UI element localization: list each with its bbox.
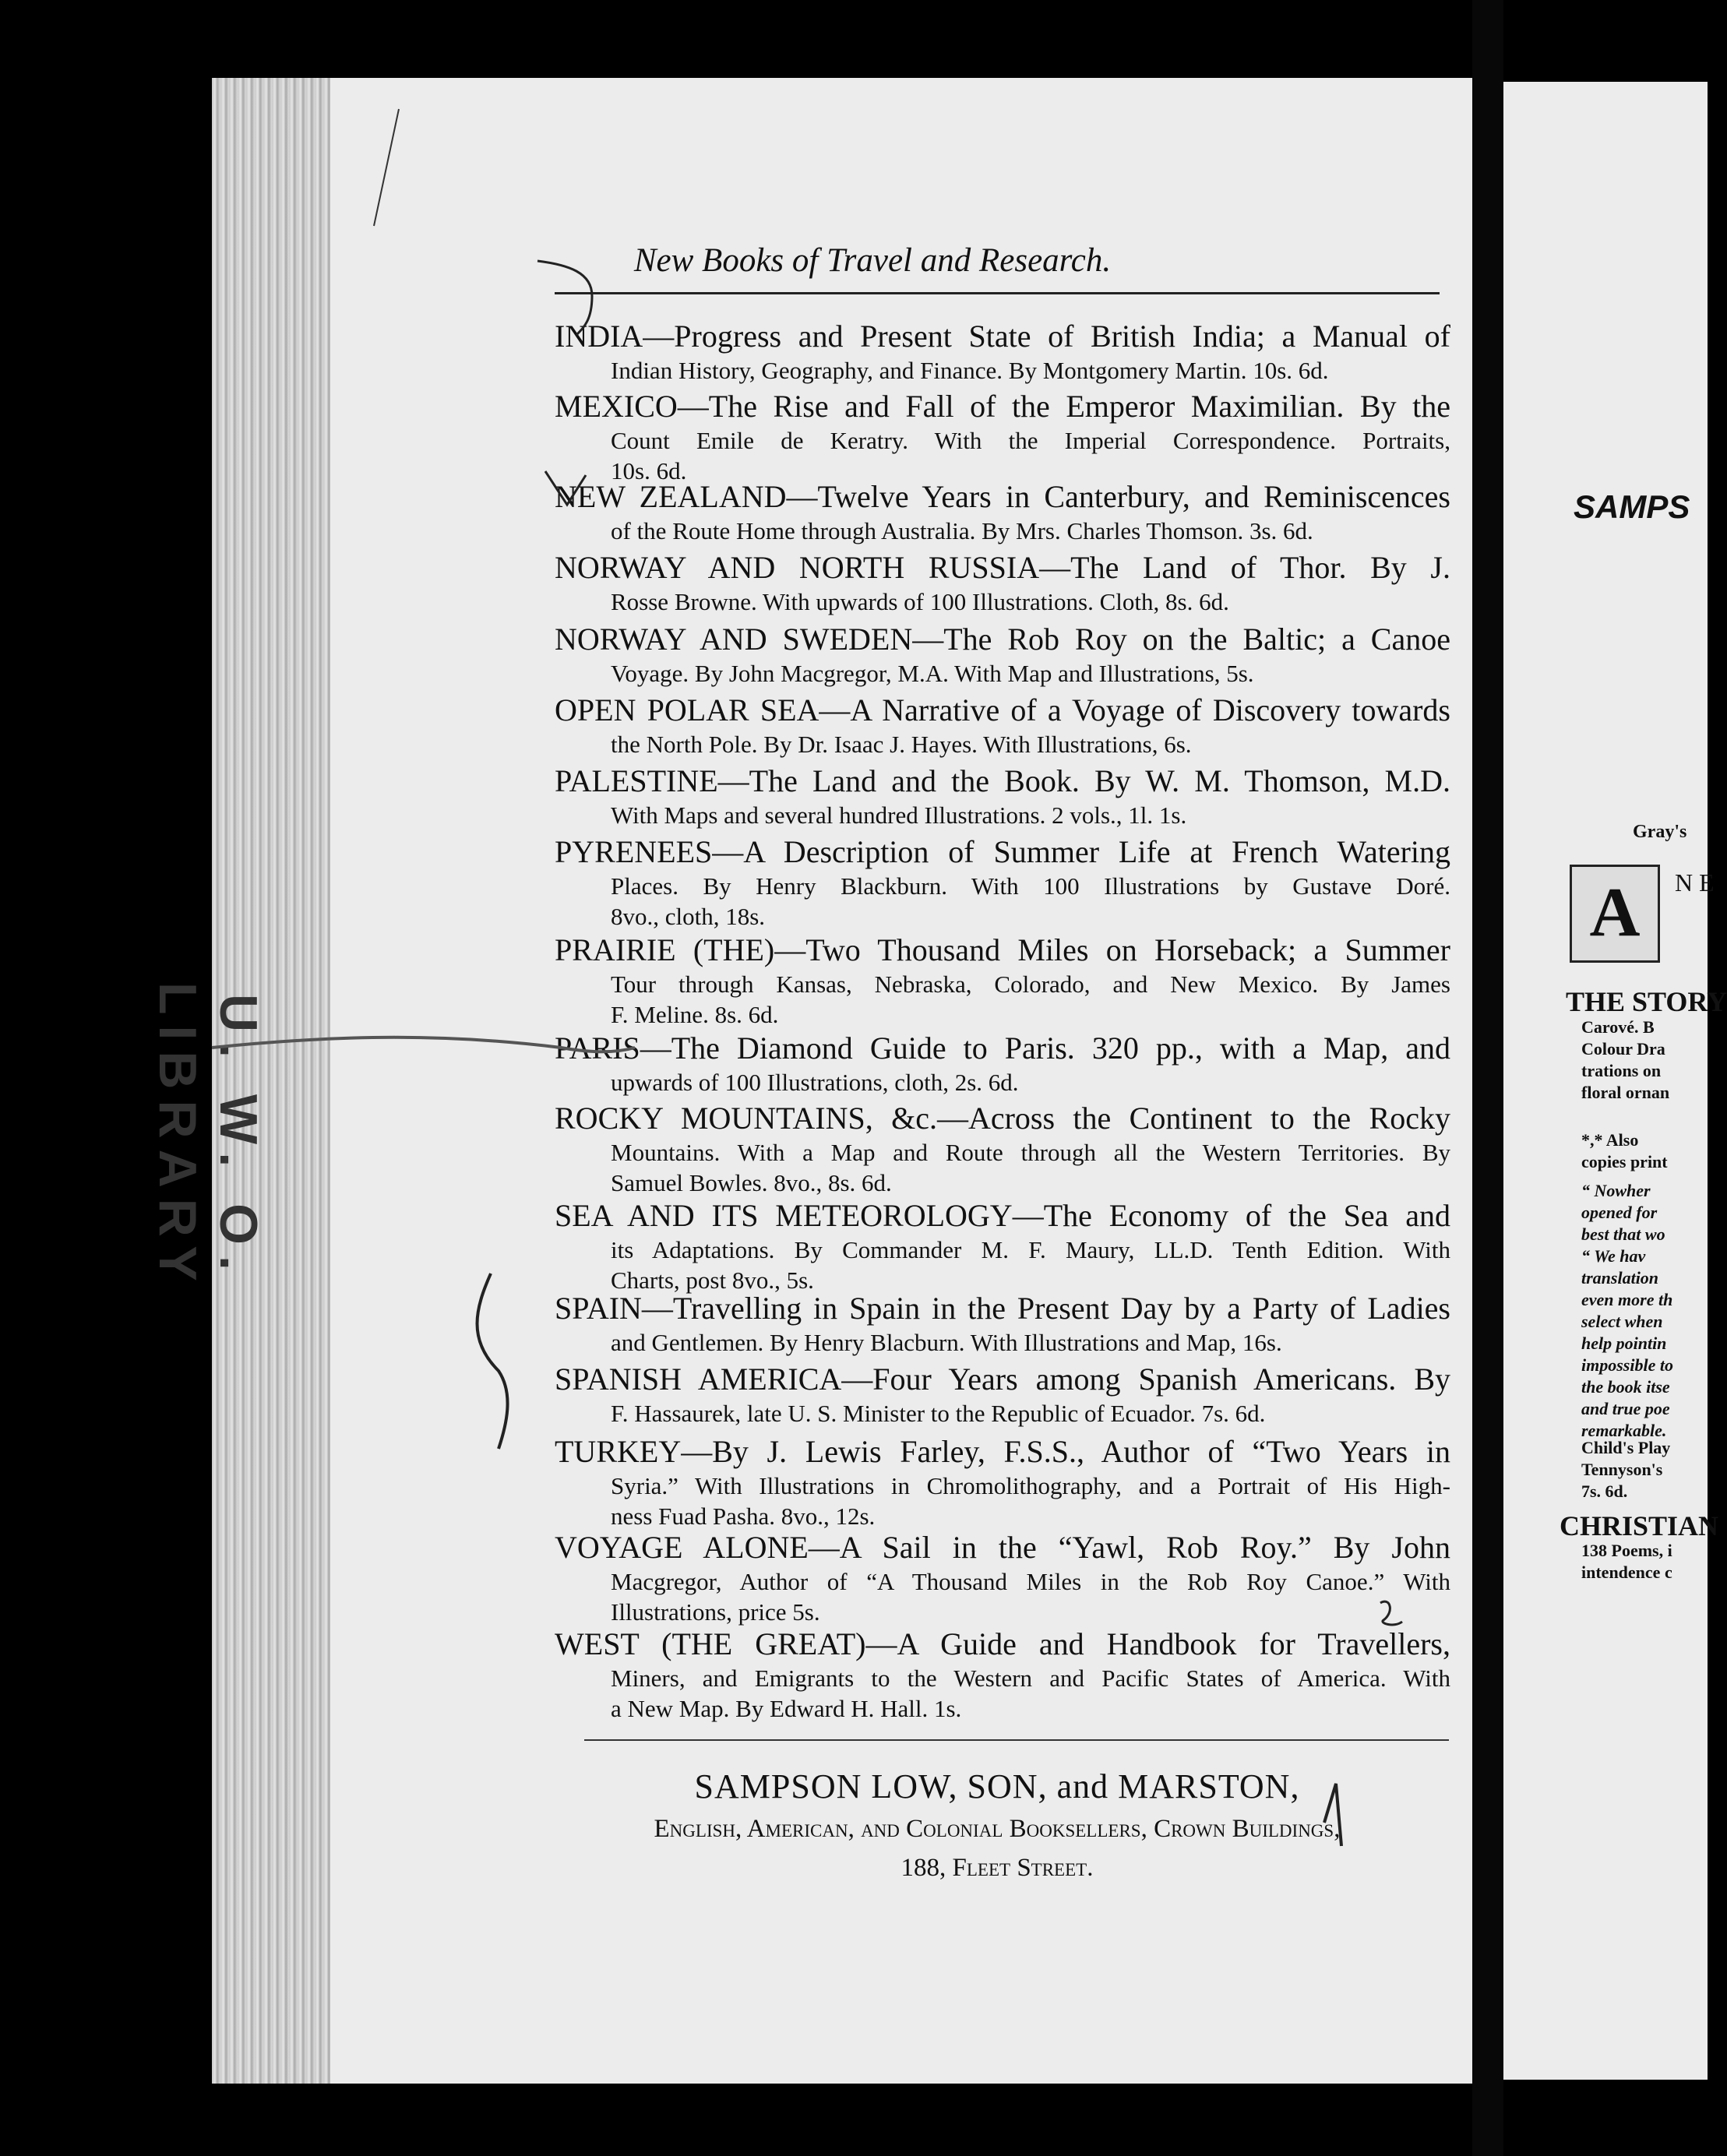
next-page-line: 7s. 6d. — [1581, 1481, 1628, 1501]
entry-detail-line: Voyage. By John Macgregor, M.A. With Map and Illustrations, 5s. — [611, 660, 1254, 687]
next-page-line: copies print — [1581, 1152, 1668, 1171]
next-page-christian-lines — [1581, 1540, 1672, 1584]
pencil-bracket-top — [537, 261, 592, 335]
entry-heading: TURKEY—By J. Lewis Farley, F.S.S., Author of “Two Years in — [555, 1434, 1450, 1469]
next-page-line: “ We hav — [1581, 1246, 1646, 1266]
next-page-line: best that wo — [1581, 1224, 1665, 1244]
entry-detail-line: F. Meline. 8s. 6d. — [611, 1001, 779, 1028]
pencil-brace-spain — [478, 1274, 508, 1449]
publisher-street: 188, Fleet Street. — [901, 1854, 1094, 1882]
entry-detail-line: With Maps and several hundred Illustrations. 2 vols., 1l. 1s. — [611, 801, 1187, 829]
entry-detail-line: the North Pole. By Dr. Isaac J. Hayes. With Illustrations, 6s. — [611, 731, 1192, 758]
entry-detail-line: Samuel Bowles. 8vo., 8s. 6d. — [611, 1169, 892, 1196]
entry-heading: INDIA—Progress and Present State of British India; a Manual of — [555, 319, 1450, 354]
pencil-mark-voyage — [1380, 1601, 1402, 1625]
publisher-name: SAMPSON LOW, SON, and MARSTON, — [694, 1767, 1300, 1805]
entry-heading: MEXICO—The Rise and Fall of the Emperor Maximilian. By the — [555, 389, 1450, 424]
next-page-line: select when — [1581, 1312, 1663, 1331]
entry-detail-line: of the Route Home through Australia. By Mrs. Charles Thomson. 3s. 6d. — [611, 517, 1313, 544]
entry-heading: PYRENEES—A Description of Summer Life at French Watering — [555, 834, 1450, 869]
entry-heading: NEW ZEALAND—Twelve Years in Canterbury, and Reminiscences — [555, 479, 1450, 514]
pencil-underline-paris — [212, 1037, 635, 1052]
entry-heading: NORWAY AND SWEDEN—The Rob Roy on the Baltic; a Canoe — [555, 622, 1450, 657]
next-page-line: trations on — [1581, 1061, 1662, 1080]
next-page-child-lines — [1581, 1437, 1670, 1503]
next-page-n-line: N E — [1675, 868, 1715, 897]
next-page-line: Carové. B — [1581, 1017, 1655, 1037]
entry-heading: NORWAY AND NORTH RUSSIA—The Land of Thor. By J. — [555, 550, 1450, 585]
entry-heading: SEA AND ITS METEOROLOGY—The Economy of the Sea and — [555, 1198, 1450, 1233]
next-page-line: Tennyson's — [1581, 1460, 1663, 1479]
entry-detail-line: Rosse Browne. With upwards of 100 Illustrations. Cloth, 8s. 6d. — [611, 588, 1229, 615]
next-page-line: *,* Also — [1581, 1130, 1639, 1150]
next-page-line: Child's Play — [1581, 1438, 1671, 1457]
entry-heading: SPANISH AMERICA—Four Years among Spanish Americans. By — [555, 1362, 1450, 1397]
running-head: New Books of Travel and Research. — [633, 242, 1112, 279]
next-page-also-lines — [1581, 1129, 1668, 1173]
next-page-title: SAMPS — [1574, 488, 1690, 525]
publisher-address: English, American, and Colonial Booksellers, Crown Buildings, — [654, 1815, 1341, 1843]
entry-detail-line: Tour through Kansas, Nebraska, Colorado, and New Mexico. By James — [611, 971, 1450, 998]
next-page-line: remarkable. — [1581, 1421, 1667, 1440]
entry-detail-line: Miners, and Emigrants to the Western and Pacific States of America. With — [611, 1665, 1450, 1692]
next-page-line: floral ornan — [1581, 1083, 1670, 1102]
entry-detail-line: a New Map. By Edward H. Hall. 1s. — [611, 1695, 962, 1722]
next-page-line: impossible to — [1581, 1355, 1673, 1375]
entry-detail-line: Count Emile de Keratry. With the Imperial Correspondence. Portraits, — [611, 427, 1450, 454]
next-page-grays: Gray's — [1633, 822, 1687, 842]
decorated-initial: A — [1570, 865, 1660, 963]
entry-detail-line: its Adaptations. By Commander M. F. Maury, LL.D. Tenth Edition. With — [611, 1236, 1450, 1263]
entry-detail-line: 8vo., cloth, 18s. — [611, 903, 766, 930]
next-page-line: and true poe — [1581, 1399, 1670, 1418]
entry-detail-line: Syria.” With Illustrations in Chromolithography, and a Portrait of His High- — [611, 1472, 1450, 1499]
entry-detail-line: Mountains. With a Map and Route through all the Western Territories. By — [611, 1139, 1450, 1166]
next-page-fragment — [1503, 82, 1727, 2080]
entry-detail-line: Charts, post 8vo., 5s. — [611, 1266, 814, 1294]
next-page-line: translation — [1581, 1268, 1659, 1288]
entry-detail-line: F. Hassaurek, late U. S. Minister to the Republic of Ecuador. 7s. 6d. — [611, 1400, 1266, 1427]
next-page-heading-christian: CHRISTIAN — [1560, 1510, 1719, 1541]
entry-detail-line: Places. By Henry Blackburn. With 100 Illustrations by Gustave Doré. — [611, 872, 1450, 900]
next-page-quote-lines — [1581, 1180, 1673, 1442]
entry-detail-line: ness Fuad Pasha. 8vo., 12s. — [611, 1503, 876, 1530]
pencil-mark-publisher — [1324, 1784, 1341, 1846]
entry-detail-line: Illustrations, price 5s. — [611, 1598, 820, 1626]
next-page-line: Colour Dra — [1581, 1039, 1665, 1059]
pencil-check-mark — [545, 471, 586, 505]
entry-detail-line: and Gentlemen. By Henry Blacburn. With Illustrations and Map, 16s. — [611, 1329, 1282, 1356]
next-page-heading-story: THE STORY — [1566, 986, 1727, 1017]
pencil-stroke-spine — [374, 109, 399, 226]
entry-heading: SPAIN—Travelling in Spain in the Present Day by a Party of Ladies — [555, 1291, 1450, 1326]
next-page-line: help pointin — [1581, 1333, 1667, 1353]
next-page-line: intendence c — [1581, 1562, 1672, 1582]
next-page-line: “ Nowher — [1581, 1181, 1651, 1200]
entry-detail-line: Indian History, Geography, and Finance. By Montgomery Martin. 10s. 6d. — [611, 357, 1329, 384]
entry-detail-line: Macgregor, Author of “A Thousand Miles in the Rob Roy Canoe.” With — [611, 1568, 1450, 1595]
entry-detail-line: 10s. 6d. — [611, 457, 687, 484]
entry-heading: WEST (THE GREAT)—A Guide and Handbook for Travellers, — [555, 1626, 1450, 1661]
next-page-line: even more th — [1581, 1290, 1673, 1309]
entry-heading: PALESTINE—The Land and the Book. By W. M. Thomson, M.D. — [555, 763, 1450, 798]
next-page-line: the book itse — [1581, 1377, 1670, 1397]
entry-heading: OPEN POLAR SEA—A Narrative of a Voyage of Discovery towards — [555, 692, 1450, 727]
entry-heading: PRAIRIE (THE)—Two Thousand Miles on Horseback; a Summer — [555, 932, 1450, 967]
next-page-story-lines — [1581, 1016, 1669, 1104]
entry-heading: ROCKY MOUNTAINS, &c.—Across the Continent to the Rocky — [555, 1101, 1450, 1136]
next-page-line: 138 Poems, i — [1581, 1541, 1672, 1560]
next-page-line: opened for — [1581, 1203, 1658, 1222]
entry-heading: VOYAGE ALONE—A Sail in the “Yawl, Rob Roy.” By John — [555, 1530, 1450, 1565]
entry-detail-line: upwards of 100 Illustrations, cloth, 2s. 6d. — [611, 1069, 1019, 1096]
entry-heading: PARIS—The Diamond Guide to Paris. 320 pp., with a Map, and — [555, 1030, 1450, 1066]
library-stamp: U. W. O. LIBRARY — [148, 982, 268, 1292]
